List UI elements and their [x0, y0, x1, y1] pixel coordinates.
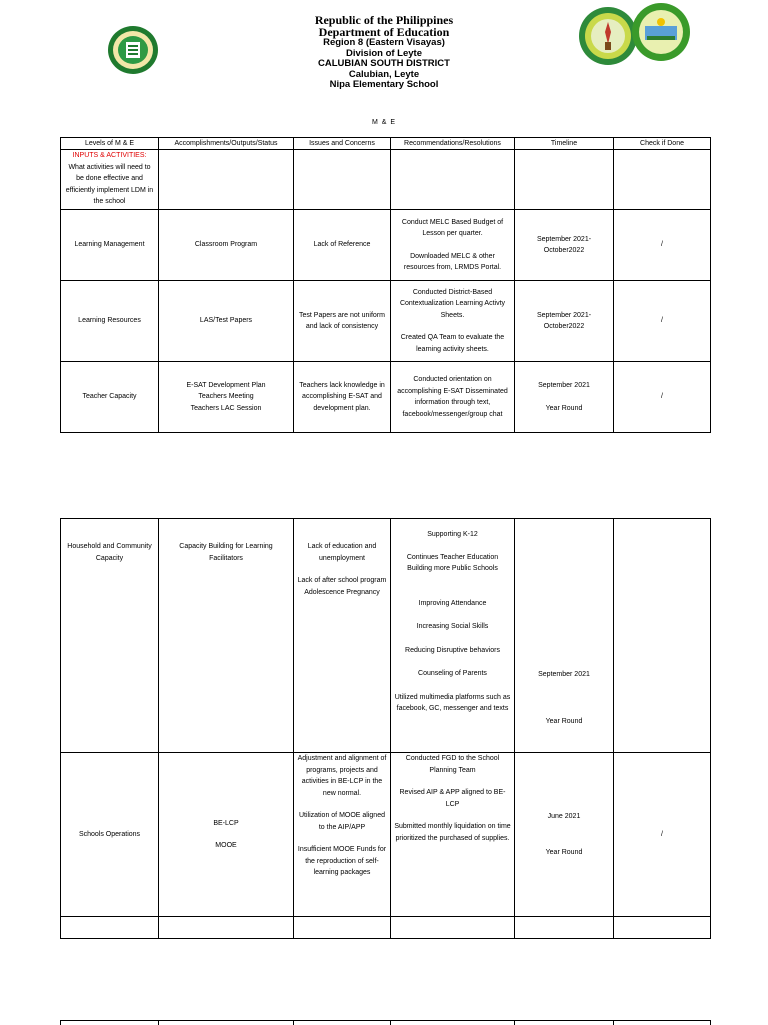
table-header-row [61, 138, 711, 150]
table-cell [515, 150, 614, 210]
level-cell: Learning Management [61, 210, 159, 281]
table-row [61, 1021, 711, 1025]
issue-text: Lack of education and unemployment [297, 541, 387, 564]
level-cell: Schools Operations [61, 753, 159, 917]
issues-cell [294, 519, 391, 753]
recommendation-text: Continues Teacher Education Building more Public Schools [394, 552, 511, 575]
recommendation-text: Supporting K-12 [394, 529, 511, 541]
recommendation-text: Reducing Disruptive behaviors [394, 645, 511, 657]
table-row [61, 753, 711, 917]
header-region: Region 8 (Eastern Visayas) [0, 38, 768, 49]
issue-text: Adjustment and alignment of programs, projects and activities in BE-LCP in the new normal. [297, 753, 387, 799]
timeline-text: September 2021 [518, 669, 610, 681]
table-row [61, 210, 711, 281]
timeline-cell [515, 362, 614, 433]
me-table-page3 [60, 1020, 711, 1025]
inputs-activities-cell [61, 150, 159, 210]
check-cell: / [614, 753, 711, 917]
table-row [61, 917, 711, 939]
recommendation-text: Improving Attendance [394, 598, 511, 610]
timeline-text: June 2021 [518, 811, 610, 823]
table-row [61, 150, 711, 210]
timeline-cell [515, 519, 614, 753]
table-cell [294, 150, 391, 210]
table-row [61, 519, 711, 753]
header-school: Nipa Elementary School [0, 80, 768, 91]
recommendation-text: Conduct MELC Based Budget of Lesson per quarter. [394, 217, 511, 240]
timeline-cell: September 2021-October2022 [515, 281, 614, 362]
table-cell [61, 1021, 159, 1025]
timeline-text: Year Round [518, 403, 610, 415]
table-cell [614, 917, 711, 939]
issues-cell [294, 753, 391, 917]
accomplishment-text: BE-LCP [162, 818, 290, 830]
level-cell: Household and Community Capacity [61, 519, 159, 753]
recommendation-text: Submitted monthly liquidation on time prioritized the purchased of supplies. [394, 821, 511, 844]
table-cell [391, 917, 515, 939]
col-header: Recommendations/Resolutions [391, 138, 515, 150]
issue-text: Lack of after school program Adolescence Pregnancy [297, 575, 387, 598]
table-row [61, 281, 711, 362]
check-cell: / [614, 362, 711, 433]
table-cell [159, 917, 294, 939]
header-republic: Republic of the Philippines [0, 14, 768, 26]
accomplishment-cell: Classroom Program [159, 210, 294, 281]
accomplishment-text: Teachers LAC Session [162, 403, 290, 415]
accomplishment-cell [159, 753, 294, 917]
accomplishment-cell: LAS/Test Papers [159, 281, 294, 362]
col-header: Accomplishments/Outputs/Status [159, 138, 294, 150]
header-district: CALUBIAN SOUTH DISTRICT [0, 59, 768, 70]
timeline-text: September 2021 [518, 380, 610, 392]
accomplishment-text: Teachers Meeting [162, 391, 290, 403]
issues-cell: Teachers lack knowledge in accomplishing E-SAT and development plan. [294, 362, 391, 433]
district-seal-icon [631, 2, 691, 62]
deped-seal-icon [107, 25, 159, 75]
recommendation-text: Utilized multimedia platforms such as facebook, GC, messenger and texts [394, 692, 511, 715]
recommendation-text: Increasing Social Skills [394, 621, 511, 633]
check-cell [614, 519, 711, 753]
table-cell [391, 150, 515, 210]
header-division: Division of Leyte [0, 49, 768, 60]
table-cell [159, 150, 294, 210]
me-table-page1 [60, 137, 711, 433]
table-cell [614, 1021, 711, 1025]
level-cell: Learning Resources [61, 281, 159, 362]
document-title: M & E [0, 119, 768, 126]
recommendation-text: Conducted District-Based Contextualization Learning Activty Sheets. [394, 287, 511, 322]
table-cell [614, 150, 711, 210]
accomplishment-cell: Capacity Building for Learning Facilitators [159, 519, 294, 753]
inputs-text: What activities will need to be done effective and efficiently implement LDM in the school [64, 162, 155, 208]
table-cell [294, 1021, 391, 1025]
timeline-text: Year Round [518, 847, 610, 859]
recommendation-text: Conducted FGD to the School Planning Team [394, 753, 511, 776]
level-cell: Teacher Capacity [61, 362, 159, 433]
recommendation-cell [391, 281, 515, 362]
issue-text: Utilization of MOOE aligned to the AIP/APP [297, 810, 387, 833]
check-cell: / [614, 210, 711, 281]
recommendation-text: Downloaded MELC & other resources from, LRMDS Portal. [394, 251, 511, 274]
school-seal-icon [578, 6, 638, 66]
table-cell [515, 1021, 614, 1025]
table-cell [159, 1021, 294, 1025]
issue-text: Insufficient MOOE Funds for the reproduction of self-learning packages [297, 844, 387, 879]
timeline-cell [515, 753, 614, 917]
table-cell [61, 917, 159, 939]
table-cell [294, 917, 391, 939]
table-cell [515, 917, 614, 939]
header-location: Calubian, Leyte [0, 70, 768, 81]
col-header: Check if Done [614, 138, 711, 150]
accomplishment-cell [159, 362, 294, 433]
col-header: Timeline [515, 138, 614, 150]
col-header: Levels of M & E [61, 138, 159, 150]
timeline-text: Year Round [518, 716, 610, 728]
header-department: Department of Education [0, 26, 768, 38]
recommendation-cell [391, 519, 515, 753]
recommendation-text: Revised AIP & APP aligned to BE-LCP [394, 787, 511, 810]
recommendation-text: Counseling of Parents [394, 668, 511, 680]
recommendation-cell [391, 210, 515, 281]
timeline-cell: September 2021-October2022 [515, 210, 614, 281]
check-cell: / [614, 281, 711, 362]
issues-cell: Test Papers are not uniform and lack of consistency [294, 281, 391, 362]
recommendation-text: Created QA Team to evaluate the learning activity sheets. [394, 332, 511, 355]
recommendation-cell [391, 753, 515, 917]
table-cell [391, 1021, 515, 1025]
accomplishment-text: MOOE [162, 840, 290, 852]
col-header: Issues and Concerns [294, 138, 391, 150]
recommendation-cell: Conducted orientation on accomplishing E-SAT Disseminated information through text, facebook/messenger/group chat [391, 362, 515, 433]
table-row [61, 362, 711, 433]
me-table-page2 [60, 518, 711, 939]
issues-cell: Lack of Reference [294, 210, 391, 281]
accomplishment-text: E-SAT Development Plan [162, 380, 290, 392]
inputs-heading: INPUTS & ACTIVITIES: [64, 150, 155, 162]
